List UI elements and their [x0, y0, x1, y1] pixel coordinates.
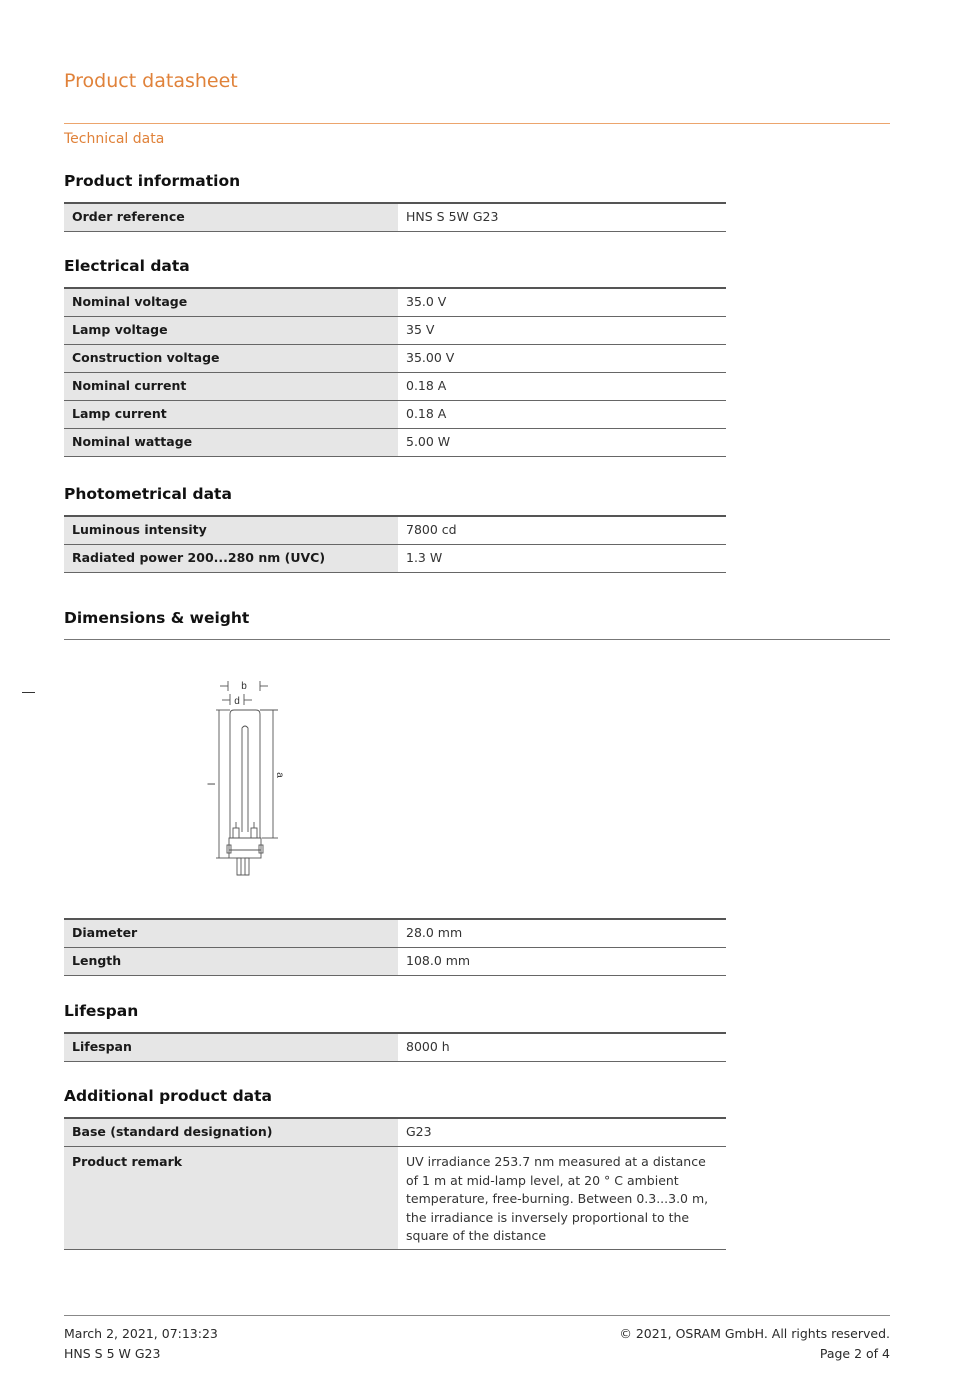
electrical-data-table [64, 287, 726, 457]
row-value: 5.00 W [398, 429, 726, 457]
row-value: 28.0 mm [398, 919, 726, 948]
table-row [64, 545, 726, 573]
row-value: HNS S 5W G23 [398, 203, 726, 232]
dimensions-table [64, 918, 726, 976]
row-label: Lamp current [64, 401, 398, 429]
row-value: 35.0 V [398, 288, 726, 317]
section-title-additional: Additional product data [64, 1087, 273, 1105]
table-row [64, 429, 726, 457]
row-value: 35 V [398, 317, 726, 345]
row-value: 1.3 W [398, 545, 726, 573]
table-row [64, 1147, 726, 1250]
row-label: Diameter [64, 919, 398, 948]
lamp-dimension-drawing [200, 672, 290, 882]
section-title-electrical: Electrical data [64, 257, 190, 275]
title-divider [64, 123, 890, 124]
row-label: Luminous intensity [64, 516, 398, 545]
row-label: Nominal voltage [64, 288, 398, 317]
margin-mark [22, 692, 35, 693]
row-value: UV irradiance 253.7 nm measured at a distance of 1 m at mid-lamp level, at 20 ° C ambient temperature, free-burning. Between 0.3...3.0 m, the irradiance is inversely proportional to the square of the distance [398, 1147, 726, 1250]
lifespan-table [64, 1032, 726, 1062]
product-information-table [64, 202, 726, 232]
row-label: Lamp voltage [64, 317, 398, 345]
row-label: Nominal current [64, 373, 398, 401]
dim-label-d: d [234, 696, 240, 707]
footer-product: HNS S 5 W G23 [64, 1346, 161, 1361]
footer-page-number: Page 2 of 4 [819, 1346, 890, 1361]
row-label: Nominal wattage [64, 429, 398, 457]
row-value: 0.18 A [398, 401, 726, 429]
row-label: Radiated power 200...280 nm (UVC) [64, 545, 398, 573]
row-value: 108.0 mm [398, 948, 726, 976]
table-row [64, 919, 726, 948]
table-row [64, 1118, 726, 1147]
section-title-dimensions: Dimensions & weight [64, 609, 250, 627]
table-row [64, 401, 726, 429]
row-label: Construction voltage [64, 345, 398, 373]
row-label: Product remark [64, 1147, 398, 1250]
row-label: Length [64, 948, 398, 976]
row-value: 0.18 A [398, 373, 726, 401]
footer-date: March 2, 2021, 07:13:23 [64, 1326, 218, 1341]
table-row [64, 288, 726, 317]
section-title-lifespan: Lifespan [64, 1002, 139, 1020]
table-row [64, 516, 726, 545]
row-value: 7800 cd [398, 516, 726, 545]
table-row [64, 345, 726, 373]
additional-data-table [64, 1117, 726, 1250]
row-value: G23 [398, 1118, 726, 1147]
row-label: Base (standard designation) [64, 1118, 398, 1147]
table-row [64, 1033, 726, 1062]
page-subtitle: Technical data [64, 131, 165, 147]
photometrical-data-table [64, 515, 726, 573]
dimensions-divider [64, 639, 890, 640]
dim-label-a: a [274, 772, 285, 778]
footer-copyright: © 2021, OSRAM GmbH. All rights reserved. [619, 1326, 890, 1341]
section-title-product-information: Product information [64, 172, 241, 190]
row-label: Lifespan [64, 1033, 398, 1062]
table-row [64, 373, 726, 401]
page-title: Product datasheet [64, 70, 238, 92]
table-row [64, 203, 726, 232]
section-title-photometrical: Photometrical data [64, 485, 232, 503]
table-row [64, 317, 726, 345]
dim-label-b: b [241, 681, 247, 692]
row-label: Order reference [64, 203, 398, 232]
row-value: 8000 h [398, 1033, 726, 1062]
table-row [64, 948, 726, 976]
row-value: 35.00 V [398, 345, 726, 373]
dim-label-l: l [207, 782, 218, 786]
footer-divider [64, 1315, 890, 1316]
